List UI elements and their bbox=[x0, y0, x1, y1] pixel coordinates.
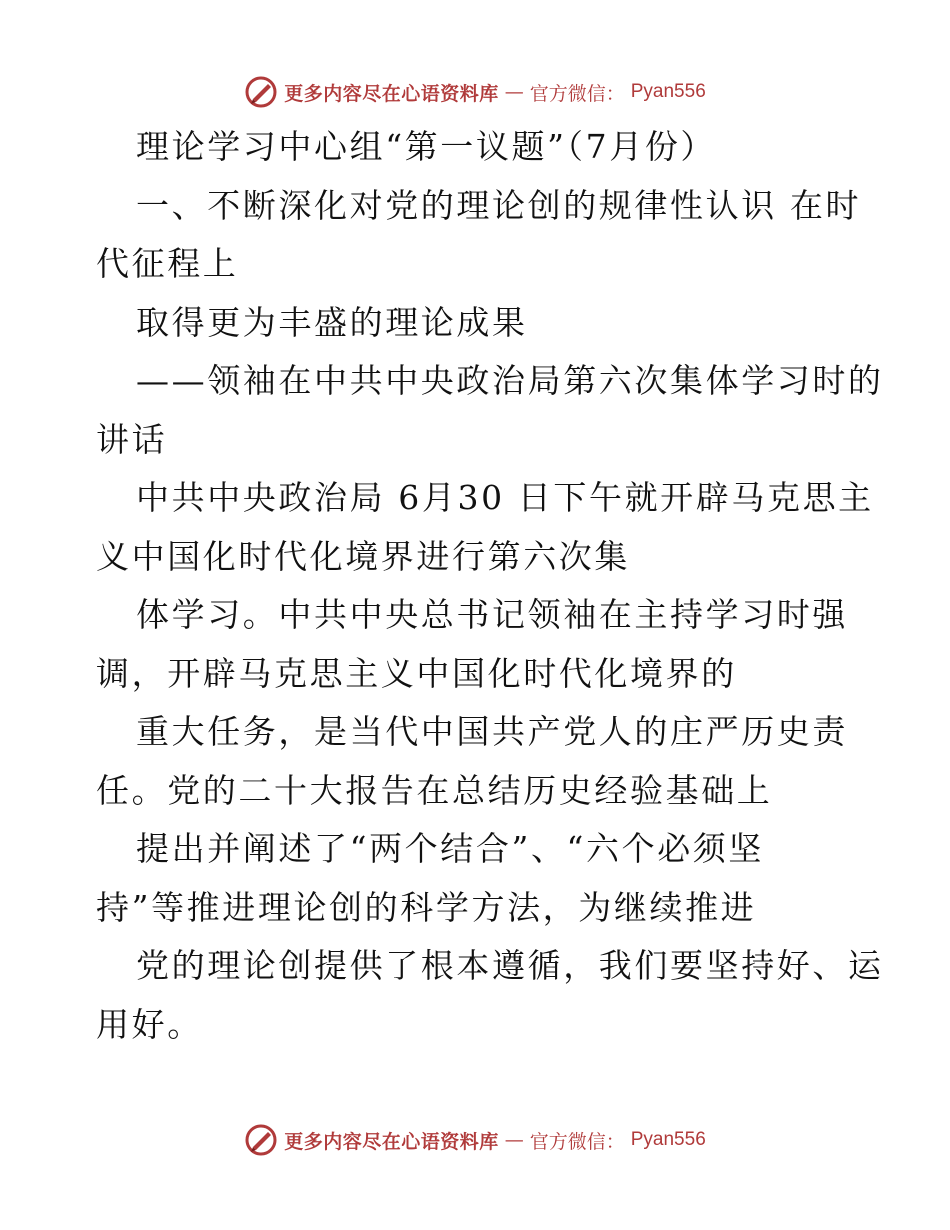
watermark-wechat-id: Pyan556 bbox=[630, 81, 706, 102]
watermark-separator: — bbox=[504, 81, 524, 103]
paragraph-line: 任。党的二十大报告在总结历史经验基础上 bbox=[96, 770, 773, 810]
header-watermark bbox=[0, 72, 950, 112]
watermark-text: 更多内容尽在心语资料库 bbox=[284, 1130, 499, 1153]
heading-line: 一、不断深化对党的理论创的规律性认识 在时 bbox=[136, 185, 862, 225]
watermark-separator: — bbox=[504, 1129, 524, 1151]
paragraph-line: 义中国化时代化境界进行第六次集 bbox=[96, 536, 630, 576]
watermark-wechat-label: 官方微信： bbox=[529, 1130, 625, 1153]
document-body bbox=[96, 118, 884, 1054]
paragraph-line: 体学习。中共中央总书记领袖在主持学习时强 bbox=[136, 595, 848, 634]
paragraph-line: 党的理论创提供了根本遵循，我们要坚持好、运 bbox=[136, 946, 884, 985]
byline-line: ——领袖在中共中央政治局第六次集体学习时的 bbox=[136, 361, 884, 400]
watermark-wechat-label: 官方微信： bbox=[529, 82, 625, 105]
paragraph-line: 持”等推进理论创的科学方法，为继续推进 bbox=[96, 887, 757, 927]
watermark-text: 更多内容尽在心语资料库 bbox=[284, 82, 499, 105]
paragraph-line: 用好。 bbox=[96, 1004, 203, 1044]
doc-title: 理论学习中心组“第一议题”（7月份） bbox=[136, 127, 717, 166]
paragraph-line: 调，开辟马克思主义中国化时代化境界的 bbox=[96, 653, 737, 693]
watermark-wechat-id: Pyan556 bbox=[630, 1129, 706, 1150]
pen-logo-icon bbox=[244, 1123, 278, 1157]
subheading-line: 取得更为丰盛的理论成果 bbox=[136, 302, 528, 342]
paragraph-line: 重大任务，是当代中国共产党人的庄严历史责 bbox=[136, 712, 848, 751]
byline-line: 讲话 bbox=[96, 419, 168, 459]
footer-watermark bbox=[0, 1120, 950, 1160]
pen-logo-icon bbox=[244, 75, 278, 109]
heading-line: 代征程上 bbox=[96, 244, 239, 283]
paragraph-line: 提出并阐述了“两个结合”、“六个必须坚 bbox=[136, 829, 765, 868]
paragraph-line: 中共中央政治局 6月30 日下午就开辟马克思主 bbox=[136, 478, 874, 517]
